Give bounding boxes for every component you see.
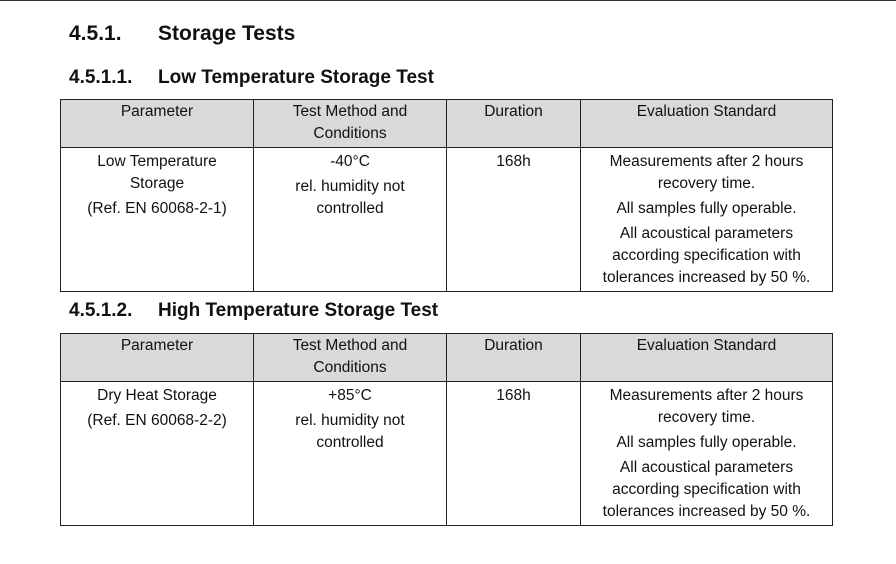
- parameter-reference: (Ref. EN 60068-2-1): [87, 200, 227, 217]
- section-number: 4.5.1.: [69, 22, 122, 45]
- high-temp-test-table: [60, 333, 833, 526]
- method-line: controlled: [316, 434, 384, 451]
- subsection-number: 4.5.1.1.: [69, 67, 133, 88]
- header-test-method: Test Method and Conditions: [254, 334, 447, 382]
- evaluation-line: All acoustical parameters: [619, 459, 794, 476]
- header-test-method: Test Method and Conditions: [254, 100, 447, 148]
- parameter-line: Low Temperature: [97, 153, 217, 170]
- table-row: [61, 382, 833, 526]
- evaluation-line: Measurements after 2 hours: [609, 153, 804, 170]
- method-temperature: -40°C: [330, 153, 370, 170]
- evaluation-line: All acoustical parameters: [619, 225, 794, 242]
- subsection-title: High Temperature Storage Test: [158, 300, 439, 321]
- cell-test-method: [254, 148, 447, 292]
- section-heading: [69, 22, 295, 46]
- subsection-number: 4.5.1.2.: [69, 300, 133, 321]
- header-evaluation-standard: Evaluation Standard: [581, 100, 833, 148]
- parameter-line: Storage: [129, 175, 185, 192]
- header-duration: Duration: [447, 334, 581, 382]
- evaluation-line: recovery time.: [657, 409, 756, 426]
- evaluation-line: All samples fully operable.: [616, 434, 797, 451]
- cell-parameter: [61, 382, 254, 526]
- method-temperature: +85°C: [328, 387, 372, 404]
- cell-test-method: [254, 382, 447, 526]
- low-temp-test-table: [60, 99, 833, 292]
- evaluation-line: All samples fully operable.: [616, 200, 797, 217]
- cell-evaluation-standard: [581, 148, 833, 292]
- cell-duration: 168h: [447, 148, 581, 292]
- parameter-line: Dry Heat Storage: [97, 387, 217, 404]
- evaluation-line: recovery time.: [657, 175, 756, 192]
- subsection-heading-low-temp: [69, 67, 434, 89]
- evaluation-line: tolerances increased by 50 %.: [602, 269, 811, 286]
- evaluation-line: Measurements after 2 hours: [609, 387, 804, 404]
- parameter-reference: (Ref. EN 60068-2-2): [87, 412, 227, 429]
- subsection-heading-high-temp: [69, 300, 438, 322]
- header-duration: Duration: [447, 100, 581, 148]
- cell-parameter: [61, 148, 254, 292]
- evaluation-line: tolerances increased by 50 %.: [602, 503, 811, 520]
- header-parameter: Parameter: [61, 100, 254, 148]
- method-line: rel. humidity not: [295, 178, 405, 195]
- section-title: Storage Tests: [158, 22, 296, 45]
- method-line: controlled: [316, 200, 384, 217]
- table-row: [61, 148, 833, 292]
- table-header-row: [61, 334, 833, 382]
- evaluation-line: according specification with: [612, 481, 801, 498]
- cell-duration: 168h: [447, 382, 581, 526]
- evaluation-line: according specification with: [612, 247, 801, 264]
- method-line: rel. humidity not: [295, 412, 405, 429]
- table-header-row: [61, 100, 833, 148]
- cell-evaluation-standard: [581, 382, 833, 526]
- subsection-title: Low Temperature Storage Test: [158, 67, 434, 88]
- header-evaluation-standard: Evaluation Standard: [581, 334, 833, 382]
- page-top-border: [0, 0, 896, 1]
- header-parameter: Parameter: [61, 334, 254, 382]
